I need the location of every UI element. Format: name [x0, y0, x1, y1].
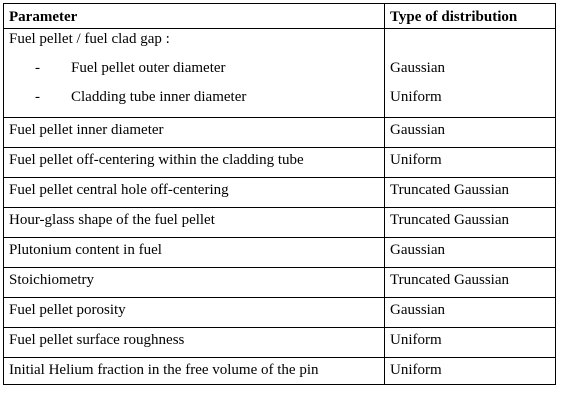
- parameter-cell: Plutonium content in fuel: [4, 238, 385, 268]
- distribution-cell: Truncated Gaussian: [385, 208, 556, 238]
- table-row: [4, 118, 556, 148]
- table-row: [4, 148, 556, 178]
- table-row: [4, 298, 556, 328]
- sub-item: [9, 87, 379, 116]
- parameter-cell: Fuel pellet surface roughness: [4, 328, 385, 358]
- parameter-cell: Fuel pellet porosity: [4, 298, 385, 328]
- distribution-cell: Uniform: [385, 148, 556, 178]
- parameter-cell: Stoichiometry: [4, 268, 385, 298]
- distribution-cell: Gaussian: [385, 298, 556, 328]
- distribution-cell: Truncated Gaussian: [385, 268, 556, 298]
- table-row: [4, 238, 556, 268]
- table-row: [4, 358, 556, 385]
- sub-item-distribution: Gaussian: [390, 60, 445, 76]
- parameter-cell: Fuel pellet off-centering within the cladding tube: [4, 148, 385, 178]
- parameter-cell: Hour-glass shape of the fuel pellet: [4, 208, 385, 238]
- sub-item-bullet: -: [35, 89, 40, 105]
- table-row: [4, 268, 556, 298]
- sub-item: [9, 58, 379, 87]
- sub-item-parameter: Cladding tube inner diameter: [71, 89, 247, 105]
- header-parameter: Parameter: [4, 4, 385, 29]
- parameter-cell: Fuel pellet inner diameter: [4, 118, 385, 148]
- parameter-cell: Fuel pellet central hole off-centering: [4, 178, 385, 208]
- sub-item-bullet: -: [35, 60, 40, 76]
- parameter-cell: Initial Helium fraction in the free volume of the pin: [4, 358, 385, 385]
- distribution-cell: Uniform: [385, 328, 556, 358]
- distribution-cell: Uniform: [385, 358, 556, 385]
- table-header-row: [4, 4, 556, 29]
- table-row: [4, 328, 556, 358]
- table-row-fuel-clad-gap: [4, 29, 556, 118]
- header-type-of-distribution: Type of distribution: [385, 4, 556, 29]
- group-title: Fuel pellet / fuel clad gap :: [9, 31, 170, 47]
- sub-item-distribution: Uniform: [390, 89, 442, 105]
- distribution-cell: Truncated Gaussian: [385, 178, 556, 208]
- distribution-cell: [385, 29, 556, 118]
- parameter-cell: [4, 29, 385, 118]
- parameter-distribution-table: [3, 3, 556, 385]
- distribution-cell: Gaussian: [385, 118, 556, 148]
- sub-item-parameter: Fuel pellet outer diameter: [71, 60, 226, 76]
- table-row: [4, 208, 556, 238]
- table-row: [4, 178, 556, 208]
- distribution-cell: Gaussian: [385, 238, 556, 268]
